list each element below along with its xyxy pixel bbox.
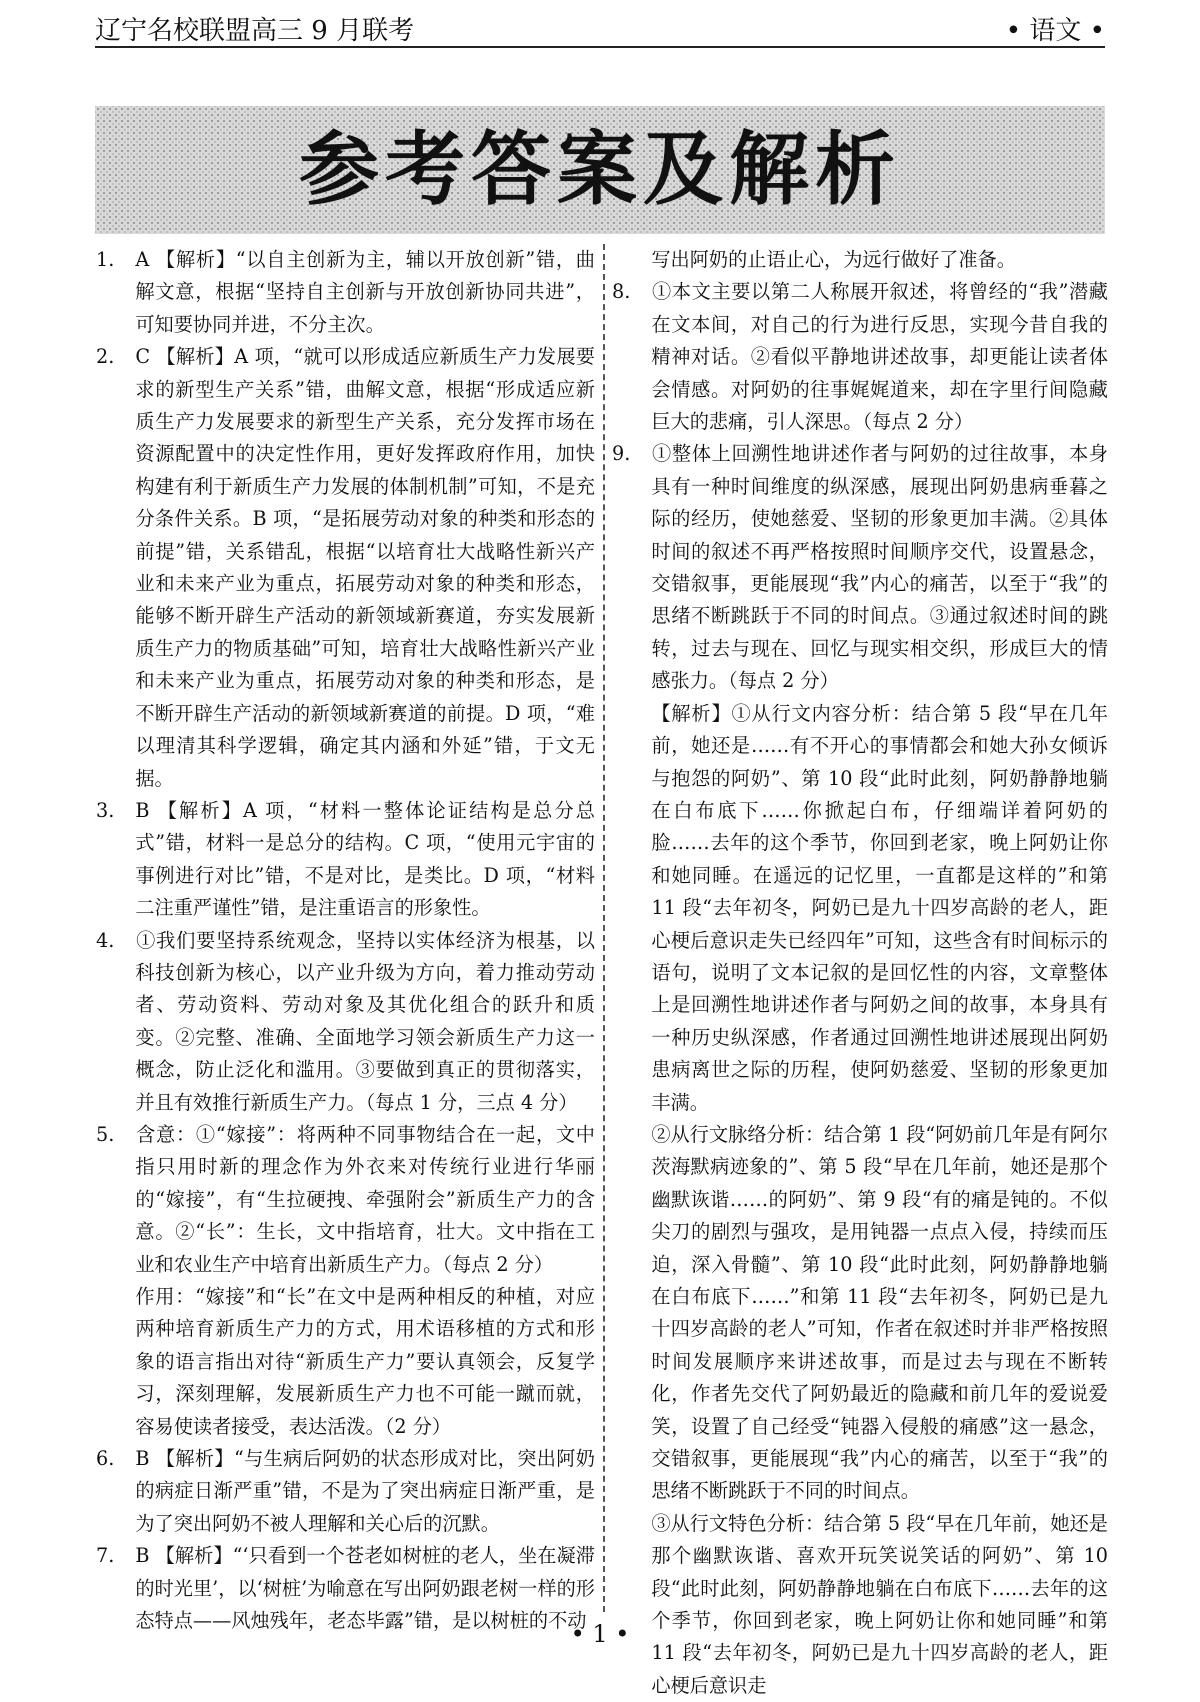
left-column (96, 244, 595, 1633)
item-text: 【解析】①从行文内容分析：结合第 5 段“早在几年前，她还是……有不开心的事情都会和她大孙女倾诉与抱怨的阿奶”、第 10 段“此时此刻，阿奶静静地躺在白布底下……你掀起白布，仔细端详着阿奶的脸……去年的这个季节，你回到老家，晚上阿奶让你和她同睡。在遥远的记忆里，一直都是这样的”和第 11 段“去年初冬，阿奶已是九十四岁高龄的老人，距心梗后意识走失已经四年”可知，这些含有时间标示的语句，说明了文本记叙的是回忆性的内容，文章整体上是回溯性地讲述作者与阿奶之间的故事，本身具有一种历史纵深感，作者通过回溯性地讲述展现出阿奶患病离世之际的历程，使阿奶慈爱、坚韧的形象更加丰满。 (651, 701, 1108, 1114)
item-text: 含意：①“嫁接”：将两种不同事物结合在一起，文中指只用时新的理念作为外衣来对传统行业进行华丽的“嫁接”，有“生拉硬拽、牵强附会”新质生产力的含意。②“长”：生长，文中指培育，壮大。文中指在工业和农业生产中培育出新质生产力。（每点 2 分） (135, 1122, 595, 1276)
item-number: 2. (96, 345, 115, 369)
item-text: A 【解析】“以自主创新为主，辅以开放创新”错，曲解文意，根据“坚持自主创新与开放创新协同共进”，可知要协同并进，不分主次。 (135, 248, 595, 336)
item-number: 3. (96, 798, 115, 822)
item-text: ①整体上回溯性地讲述作者与阿奶的过往故事，本身具有一种时间维度的纵深感，展现出阿奶患病垂暮之际的经历，使她慈爱、坚韧的形象更加丰满。②具体时间的叙述不再严格按照时间顺序交代，设置悬念，交错叙事，更能展现“我”内心的痛苦，以至于“我”的思绪不断跳跃于不同的时间点。③通过叙述时间的跳转，过去与现在、回忆与现实相交织，形成巨大的情感张力。（每点 2 分） (651, 442, 1108, 693)
item-number: 6. (96, 1447, 115, 1471)
item-text: ③从行文特色分析：结合第 5 段“早在几年前，她还是那个幽默诙谐、喜欢开玩笑说笑话的阿奶”、第 10 段“此时此刻，阿奶静静地躺在白布底下……去年的这个季节，你回到老家，晚上阿奶让你和她同睡”和第 11 段“去年初冬，阿奶已是九十四岁高龄的老人，距心梗后意识走 (651, 1511, 1108, 1697)
item-number: 4. (96, 928, 115, 952)
answer-item (96, 341, 595, 795)
item-number: 8. (612, 280, 631, 304)
exam-title: 辽宁名校联盟高三 9 月联考 (95, 16, 415, 46)
item-text: ②从行文脉络分析：结合第 1 段“阿奶前几年是有阿尔茨海默病迹象的”、第 5 段“早在几年前，她还是那个幽默诙谐……的阿奶”、第 9 段“有的痛是钝的。不似尖刀的剧烈与强攻，是用钝器一点点入侵，持续而压迫，深入骨髓”、第 10 段“此时此刻，阿奶静静地躺在白布底下……”和第 11 段“去年初冬，阿奶已是九十四岁高龄的老人”可知，作者在叙述时并非严格按照时间发展顺序来讲述故事，而是过去与现在不断转化，作者先交代了阿奶最近的隐藏和前几年的爱说爱笑，设置了自己经受“钝器入侵般的痛感”这一悬念，交错叙事，更能展现“我”内心的痛苦，以至于“我”的思绪不断跳跃于不同的时间点。 (651, 1122, 1108, 1503)
answer-item (96, 795, 595, 925)
item-number: 5. (96, 1122, 115, 1146)
item-number: 1. (96, 248, 115, 271)
analysis-paragraph (612, 1508, 1108, 1702)
page-number: • 1 • (570, 1620, 630, 1648)
answer-continuation (612, 244, 1108, 276)
answer-item (612, 438, 1108, 697)
item-text: B 【解析】A 项，“材料一整体论证结构是总分总式”错，材料一是总分的结构。C 项，“使用元宇宙的事例进行对比”错，不是对比，是类比。D 项，“材料二注重严谨性”错，是注重语言的形象性。 (135, 798, 595, 920)
item-number: 7. (96, 1544, 115, 1568)
subject-label: • 语文 • (1005, 16, 1105, 46)
right-column (612, 244, 1108, 1697)
analysis-paragraph (612, 1119, 1108, 1508)
analysis-paragraph (612, 698, 1108, 1119)
page-header (95, 2, 1105, 48)
answer-item (96, 244, 595, 341)
banner-title: 参考答案及解析 (299, 123, 901, 216)
column-divider (603, 244, 605, 1612)
item-number: 9. (612, 442, 631, 466)
item-text: 写出阿奶的止语止心，为远行做好了准备。 (651, 248, 1016, 271)
answer-item (96, 1119, 595, 1281)
answer-item (96, 1443, 595, 1540)
item-text: B 【解析】“‘只看到一个苍老如树桩的老人，坐在凝滞的时光里’，以‘树桩’为喻意在写出阿奶跟老树一样的形态特点——风烛残年，老态毕露”错，是以树桩的不动 (135, 1544, 595, 1633)
item-text: C 【解析】A 项，“就可以形成适应新质生产力发展要求的新型生产关系”错，曲解文意，根据“形成适应新质生产力发展要求的新型生产关系，充分发挥市场在资源配置中的决定性作用，更好发挥政府作用，加快构建有利于新质生产力发展的体制机制”可知，不是充分条件关系。B 项，“是拓展劳动对象的种类和形态的前提”错，关系错乱，根据“以培育壮大战略性新兴产业和未来产业为重点，拓展劳动对象的种类和形态，能够不断开辟生产活动的新领域新赛道，夯实发展新质生产力的物质基础”可知，培育壮大战略性新兴产业和未来产业为重点，拓展劳动对象的种类和形态，是不断开辟生产活动的新领域新赛道的前提。D 项，“难以理清其科学逻辑，确定其内涵和外延”错，于文无据。 (135, 345, 595, 790)
answer-item (96, 925, 595, 1119)
item-text: 作用：“嫁接”和“长”在文中是两种相反的种植，对应两种培育新质生产力的方式，用术语移植的方式和形象的语言指出对待“新质生产力”要认真领会，反复学习，深刻理解，发展新质生产力也不可能一蹴而就，容易使读者接受，表达活泼。（2 分） (135, 1285, 595, 1438)
answer-item (612, 276, 1108, 438)
item-text: ①我们要坚持系统观念，坚持以实体经济为根基，以科技创新为核心，以产业升级为方向，着力推动劳动者、劳动资料、劳动对象及其优化组合的跃升和质变。②完整、准确、全面地学习领会新质生产力这一概念，防止泛化和滥用。③要做到真正的贯彻落实，并且有效推行新质生产力。（每点 1 分，三点 4 分） (135, 928, 595, 1114)
title-banner (95, 106, 1105, 234)
item-text: ①本文主要以第二人称展开叙述，将曾经的“我”潜藏在文本间，对自己的行为进行反思，实现今昔自我的精神对话。②看似平静地讲述故事，却更能让读者体会情感。对阿奶的往事娓娓道来，却在字里行间隐藏巨大的悲痛，引人深思。（每点 2 分） (651, 280, 1108, 434)
item-text: B 【解析】“与生病后阿奶的状态形成对比，突出阿奶的病症日渐严重”错，不是为了突出病症日渐严重，是为了突出阿奶不被人理解和关心后的沉默。 (135, 1447, 595, 1535)
answer-continuation (96, 1281, 595, 1443)
